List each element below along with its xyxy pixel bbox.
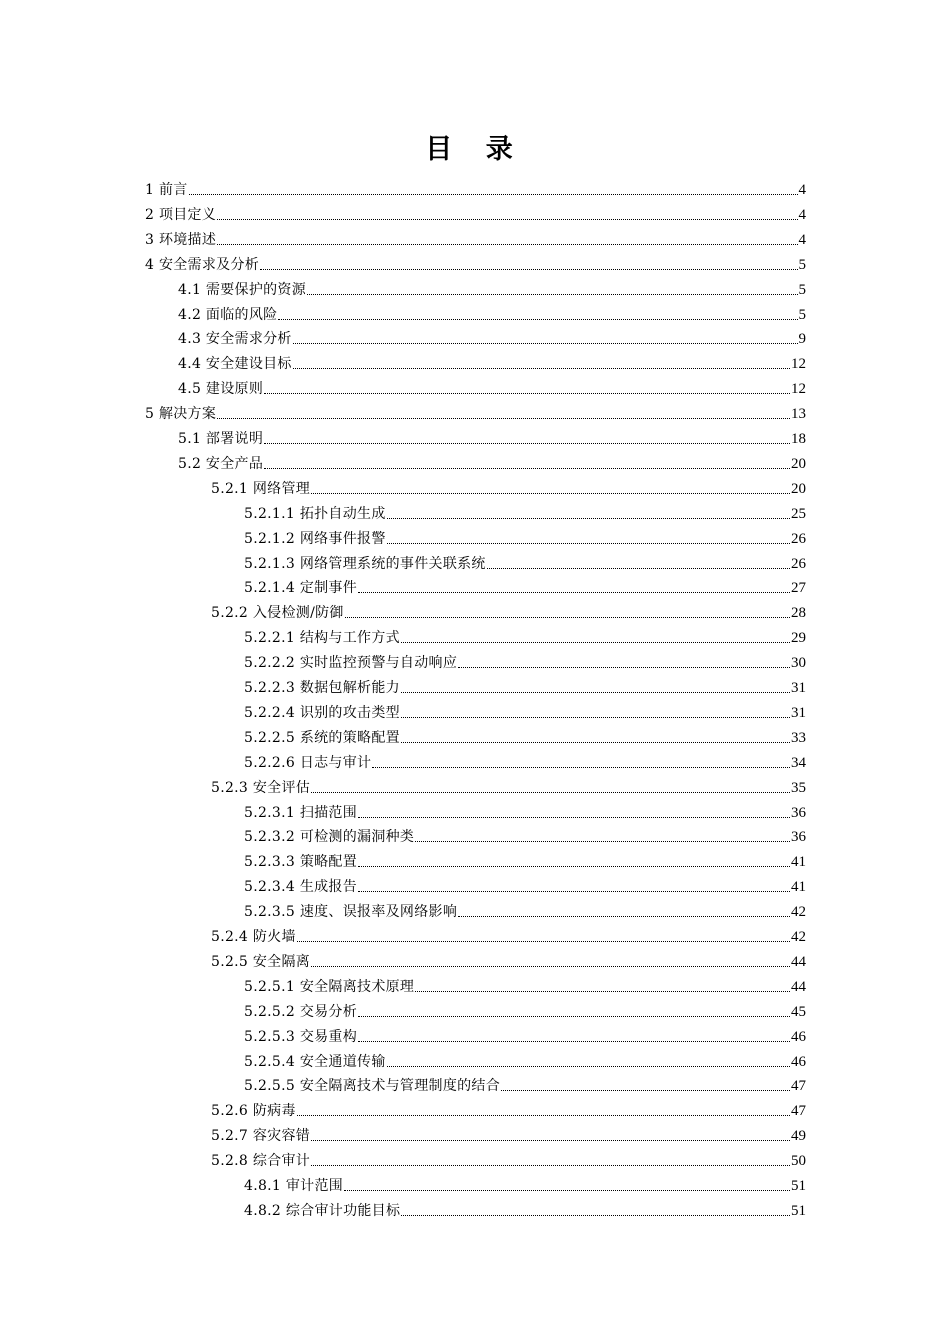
toc-leader-dots [311, 1165, 790, 1166]
toc-leader-dots [345, 617, 790, 618]
toc-entry[interactable] [211, 921, 806, 946]
toc-leader-dots [311, 493, 790, 494]
toc-entry-title: 5.2.3.3 策略配置 [244, 854, 358, 871]
toc-entry-title: 5.2.2.2 实时监控预警与自动响应 [244, 655, 458, 672]
toc-leader-dots [278, 319, 797, 320]
toc-entry[interactable] [178, 299, 806, 324]
toc-entry[interactable] [244, 747, 806, 772]
toc-leader-dots [401, 717, 790, 718]
toc-leader-dots [415, 991, 790, 992]
toc-entry[interactable] [244, 797, 806, 822]
toc-leader-dots [501, 1090, 790, 1091]
toc-leader-dots [293, 343, 798, 344]
toc-entry[interactable] [211, 772, 806, 797]
toc-entry-title: 4.1 需要保护的资源 [178, 281, 307, 298]
toc-entry-title: 5.2.1 网络管理 [211, 480, 311, 497]
toc-page-number: 30 [791, 655, 806, 672]
toc-entry-title: 1 前言 [145, 182, 188, 198]
toc-entry[interactable] [244, 846, 806, 871]
toc-leader-dots [358, 1016, 790, 1017]
toc-entry-title: 4.3 安全需求分析 [178, 331, 292, 348]
toc-entry-title: 5.2.6 防病毒 [211, 1103, 296, 1120]
toc-page-number: 51 [791, 1178, 806, 1194]
toc-leader-dots [387, 543, 790, 544]
toc-entry[interactable] [244, 523, 806, 548]
toc-entry-title: 4.8.2 综合审计功能目标 [244, 1202, 401, 1219]
toc-entry-title: 5.1 部署说明 [178, 431, 264, 447]
toc-page-number: 18 [791, 431, 806, 447]
toc-entry-title: 5.2.2.3 数据包解析能力 [244, 680, 400, 696]
toc-page-number: 4 [798, 206, 806, 223]
toc-entry-title: 5 解决方案 [145, 406, 217, 423]
toc-leader-dots [217, 219, 797, 220]
toc-entry-title: 5.2.2.4 识别的攻击类型 [244, 704, 400, 721]
toc-entry[interactable] [244, 1195, 806, 1220]
toc-page-number: 27 [791, 580, 806, 597]
toc-page-number: 26 [791, 530, 806, 547]
toc-entry-title: 5.2.3.2 可检测的漏洞种类 [244, 829, 415, 846]
toc-page-number: 26 [791, 555, 806, 572]
toc-page-number: 45 [791, 1003, 806, 1020]
toc-leader-dots [264, 468, 790, 469]
toc-entry-title: 5.2.2.5 系统的策略配置 [244, 729, 400, 746]
toc-leader-dots [311, 792, 790, 793]
toc-page-number: 41 [791, 854, 806, 871]
toc-entry[interactable] [145, 199, 806, 224]
toc-leader-dots [344, 1190, 790, 1191]
toc-leader-dots [401, 642, 790, 643]
toc-entry[interactable] [145, 398, 806, 423]
toc-entry-title: 5.2.4 防火墙 [211, 929, 296, 945]
toc-entry[interactable] [211, 1145, 806, 1170]
toc-entry[interactable] [178, 323, 806, 348]
toc-entry[interactable] [244, 971, 806, 996]
toc-entry-title: 4.2 面临的风险 [178, 306, 278, 323]
toc-page-number: 41 [791, 879, 806, 896]
toc-leader-dots [415, 841, 790, 842]
toc-leader-dots [387, 518, 790, 519]
toc-leader-dots [358, 1041, 790, 1042]
toc-page-number: 49 [791, 1128, 806, 1145]
toc-entry-title: 4 安全需求及分析 [145, 256, 260, 273]
toc-leader-dots [401, 1215, 790, 1216]
toc-entry[interactable] [244, 896, 806, 921]
toc-page-number: 50 [791, 1153, 806, 1170]
toc-entry[interactable] [244, 498, 806, 523]
toc-leader-dots [387, 1066, 790, 1067]
toc-entry[interactable] [211, 1120, 806, 1145]
toc-entry-title: 5.2.1.3 网络管理系统的事件关联系统 [244, 555, 486, 572]
toc-entry[interactable] [178, 274, 806, 299]
toc-entry[interactable] [244, 697, 806, 722]
toc-page-number: 20 [791, 455, 806, 472]
toc-entry-title: 5.2.8 综合审计 [211, 1153, 311, 1170]
toc-leader-dots [264, 393, 790, 394]
toc-entry[interactable] [211, 946, 806, 971]
toc-entry-title: 5.2.1.2 网络事件报警 [244, 530, 386, 547]
toc-entry-title: 5.2.3.4 生成报告 [244, 879, 358, 896]
toc-entry[interactable] [244, 622, 806, 647]
toc-page-number: 33 [791, 729, 806, 746]
toc-page-number: 36 [791, 804, 806, 821]
toc-page-number: 47 [791, 1078, 806, 1095]
toc-page-number: 13 [791, 406, 806, 423]
toc-entry[interactable] [244, 871, 806, 896]
toc-entry[interactable] [244, 647, 806, 672]
toc-entry-title: 5.2.5.5 安全隔离技术与管理制度的结合 [244, 1078, 501, 1095]
toc-leader-dots [264, 443, 790, 444]
toc-leader-dots [487, 568, 790, 569]
toc-leader-dots [372, 767, 790, 768]
toc-page-number: 34 [791, 754, 806, 771]
toc-entry[interactable] [145, 174, 806, 199]
toc-entry[interactable] [178, 373, 806, 398]
toc-page-number: 31 [791, 704, 806, 721]
toc-entry[interactable] [145, 249, 806, 274]
toc-page-number: 46 [791, 1028, 806, 1045]
toc-page-number: 35 [791, 779, 806, 796]
toc-entry-title: 5.2.2.6 日志与审计 [244, 754, 372, 771]
toc-page-number: 29 [791, 630, 806, 647]
toc-page-number: 47 [791, 1103, 806, 1120]
toc-leader-dots [260, 269, 797, 270]
toc-page-number: 28 [791, 605, 806, 622]
toc-entry-title: 5.2.3.5 速度、误报率及网络影响 [244, 904, 458, 921]
toc-page-number: 5 [798, 281, 806, 298]
toc-page-number: 31 [791, 680, 806, 696]
toc-entry-title: 5.2.5.1 安全隔离技术原理 [244, 978, 415, 995]
toc-leader-dots [307, 294, 797, 295]
toc-entry-title: 5.2.2 入侵检测/防御 [211, 605, 344, 622]
toc-entry[interactable] [178, 348, 806, 373]
toc-entry-title: 5.2.1.4 定制事件 [244, 580, 358, 597]
toc-page-number: 9 [798, 331, 806, 348]
toc-entry[interactable] [178, 448, 806, 473]
toc-entry-title: 5.2.5.4 安全通道传输 [244, 1053, 386, 1070]
toc-entry[interactable] [244, 1070, 806, 1095]
toc-leader-dots [217, 418, 790, 419]
toc-entry[interactable] [211, 473, 806, 498]
toc-entry-title: 4.4 安全建设目标 [178, 356, 292, 373]
toc-page-number: 46 [791, 1053, 806, 1070]
toc-leader-dots [358, 891, 790, 892]
toc-page-number: 44 [791, 953, 806, 970]
toc-entry[interactable] [244, 1021, 806, 1046]
toc-leader-dots [189, 194, 798, 195]
toc-entry-title: 5.2 安全产品 [178, 455, 264, 472]
toc-leader-dots [311, 966, 790, 967]
toc-entry[interactable] [244, 1170, 806, 1195]
toc-leader-dots [297, 941, 790, 942]
toc-page-number: 20 [791, 480, 806, 497]
toc-entry-title: 4.5 建设原则 [178, 381, 264, 398]
toc-entry-title: 5.2.7 容灾容错 [211, 1128, 311, 1145]
toc-leader-dots [297, 1115, 790, 1116]
toc-entry[interactable] [244, 572, 806, 597]
toc-page-number: 5 [798, 306, 806, 323]
toc-title: 目 录 [425, 134, 525, 165]
toc-entry[interactable] [244, 996, 806, 1021]
toc-leader-dots [358, 866, 790, 867]
toc-page-number: 4 [798, 231, 806, 248]
toc-entry-title: 5.2.5.2 交易分析 [244, 1003, 358, 1020]
toc-page-number: 12 [791, 381, 806, 398]
toc-leader-dots [217, 244, 797, 245]
toc-entry[interactable] [244, 548, 806, 573]
toc-page-number: 42 [791, 929, 806, 945]
toc-leader-dots [311, 1140, 790, 1141]
toc-page-number: 12 [791, 356, 806, 373]
toc-entry-title: 3 环境描述 [145, 231, 217, 248]
toc-entry-title: 5.2.3 安全评估 [211, 779, 311, 796]
toc-page-number: 51 [791, 1202, 806, 1219]
toc-leader-dots [358, 817, 790, 818]
toc-entry-title: 5.2.3.1 扫描范围 [244, 804, 358, 821]
toc-entry[interactable] [145, 224, 806, 249]
toc-entry[interactable] [211, 597, 806, 622]
toc-entry[interactable] [244, 1046, 806, 1071]
toc-leader-dots [401, 742, 790, 743]
toc-entry-title: 5.2.5.3 交易重构 [244, 1028, 358, 1045]
toc-page-number: 36 [791, 829, 806, 846]
toc-entry-title: 5.2.2.1 结构与工作方式 [244, 630, 400, 647]
toc-entry-title: 4.8.1 审计范围 [244, 1178, 344, 1194]
toc-page-number: 4 [798, 182, 806, 198]
toc-entry-title: 5.2.5 安全隔离 [211, 953, 311, 970]
toc-entry[interactable] [244, 821, 806, 846]
toc-leader-dots [358, 592, 790, 593]
toc-page-number: 25 [791, 505, 806, 522]
toc-leader-dots [293, 368, 790, 369]
toc-leader-dots [458, 916, 790, 917]
toc-entry[interactable] [244, 672, 806, 697]
toc-page-number: 5 [798, 256, 806, 273]
toc-entry-title: 5.2.1.1 拓扑自动生成 [244, 505, 386, 522]
toc-entry[interactable] [211, 1095, 806, 1120]
toc-leader-dots [458, 667, 790, 668]
toc-entry[interactable] [178, 423, 806, 448]
toc-entry-title: 2 项目定义 [145, 206, 217, 223]
toc-entry[interactable] [244, 722, 806, 747]
toc-page-number: 42 [791, 904, 806, 921]
toc-leader-dots [401, 692, 790, 693]
toc-page-number: 44 [791, 978, 806, 995]
